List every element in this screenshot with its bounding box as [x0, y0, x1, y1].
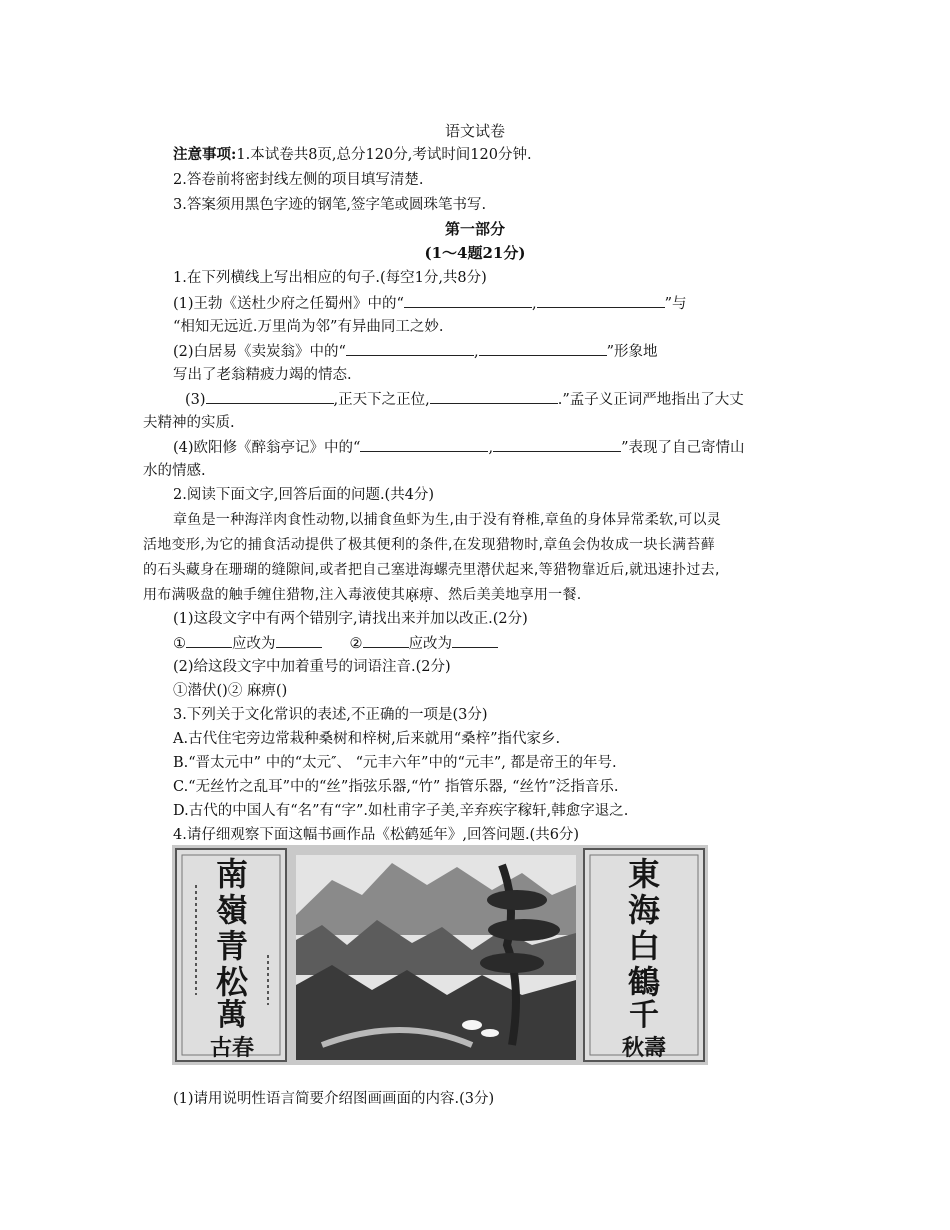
fix-1-label: 应改为 — [232, 636, 276, 652]
q1-s1-cont: “相知无远近.万里尚为邻”有异曲同工之妙. — [173, 319, 444, 335]
answer-blank[interactable] — [404, 293, 532, 308]
q1-s4 — [173, 437, 744, 458]
right-couplet-char: 海 — [627, 891, 661, 929]
q2-passage-line-3 — [143, 560, 720, 580]
q1-s3-sep: ,正天下之正位, — [333, 392, 430, 408]
q1-s3-text-a: (3) — [185, 392, 206, 408]
q2-passage-line-1: 章鱼是一种海洋肉食性动物,以捕食鱼虾为生,由于没有脊椎,章鱼的身体异常柔软,可以灵 — [173, 512, 722, 528]
notice-line-1 — [173, 145, 532, 165]
left-couplet-char: 松 — [215, 963, 249, 1001]
part-heading: 第一部分 — [444, 220, 505, 238]
q1-s2-cont: 写出了老翁精疲力竭的情态. — [173, 367, 352, 383]
q2-fix-line — [173, 633, 498, 654]
emphasized-char: 潜 — [476, 562, 491, 578]
q3-option-c: C.“无丝竹之乱耳”中的“丝”指弦乐器,“竹” 指管乐器, “丝竹”泛指音乐. — [173, 779, 619, 795]
q2-sub2: (2)给这段文字中加着重号的词语注音.(2分) — [173, 659, 451, 675]
passage-text: 、然后美美地享用一餐. — [433, 587, 582, 603]
painting-image — [172, 845, 708, 1065]
q2-passage-line-4 — [143, 585, 582, 605]
q1-s4-sep: , — [488, 440, 494, 456]
passage-text: 的石头藏身在珊瑚的缝隙间,或者把自己塞 — [143, 562, 406, 578]
emphasized-char: 痹 — [419, 587, 434, 603]
q1-s3-text-b: .”孟子义正词严地指出了大丈 — [557, 392, 744, 408]
q1-s4-text-a: (4)欧阳修《醉翁亭记》中的“ — [173, 440, 361, 456]
answer-blank[interactable] — [186, 633, 232, 648]
left-couplet-char: 青 — [215, 927, 249, 965]
q1-s2-sep: , — [473, 344, 479, 360]
answer-blank[interactable] — [479, 341, 607, 356]
q1-s1-sep: , — [531, 296, 537, 312]
notice-item-2: 2.答卷前将密封线左侧的项目填写清楚. — [173, 172, 424, 188]
q1-s4-cont: 水的情感. — [143, 463, 206, 479]
notice-label: 注意事项: — [173, 146, 237, 163]
answer-blank[interactable] — [346, 341, 474, 356]
q3-stem: 3.下列关于文化常识的表述,不正确的一项是(3分) — [173, 707, 488, 723]
answer-blank[interactable] — [537, 293, 665, 308]
q1-s1-text-a: (1)王勃《送杜少府之任蜀州》中的“ — [173, 296, 404, 312]
fix-2-marker: ② — [349, 636, 363, 652]
left-couplet-char: 嶺 — [215, 891, 249, 929]
passage-text: 用布满吸盘的触手缠住猎物,注入毒液使其 — [143, 587, 406, 603]
part-subheading: (1～4题21分) — [424, 244, 526, 262]
q1-s4-text-b: ”表现了自己寄情山 — [621, 440, 745, 456]
q2-stem: 2.阅读下面文字,回答后面的问题.(共4分) — [173, 487, 435, 503]
answer-blank[interactable] — [430, 389, 558, 404]
answer-blank[interactable] — [493, 437, 621, 452]
q1-s2 — [173, 341, 657, 362]
left-couplet-char: 古春 — [209, 1035, 255, 1061]
passage-text: 海螺壳里 — [419, 562, 477, 578]
fix-2-label: 应改为 — [408, 636, 452, 652]
emphasized-char: 进 — [405, 562, 420, 578]
answer-blank[interactable] — [360, 437, 488, 452]
q3-option-b: B.“晋太元中” 中的“太元″、 “元丰六年”中的“元丰”, 都是帝王的年号. — [173, 755, 617, 771]
answer-blank[interactable] — [276, 633, 322, 648]
q1-s2-text-a: (2)白居易《卖炭翁》中的“ — [173, 344, 346, 360]
q4-sub1: (1)请用说明性语言简要介绍图画画面的内容.(3分) — [173, 1091, 495, 1107]
fix-1-marker: ① — [173, 636, 186, 652]
q1-s1-text-b: ”与 — [664, 296, 687, 312]
left-couplet-char: 萬 — [217, 998, 247, 1033]
emphasized-char: 麻 — [405, 587, 420, 603]
answer-blank[interactable] — [363, 633, 409, 648]
right-couplet-char: 秋壽 — [621, 1035, 667, 1061]
answer-blank[interactable] — [206, 389, 334, 404]
q2-passage-line-2: 活地变形,为它的捕食活动提供了极其便利的条件,在发现猎物时,章鱼会伪妆成一块长满苔藓 — [143, 537, 715, 553]
q1-s1 — [173, 293, 686, 314]
q1-s2-text-b: ”形象地 — [606, 344, 658, 360]
page-title: 语文试卷 — [444, 122, 505, 140]
notice-item-3: 3.答案须用黑色字迹的钢笔,签字笔或圆珠笔书写. — [173, 197, 487, 213]
notice-item-1: 1.本试卷共8页,总分120分,考试时间120分钟. — [236, 147, 532, 163]
passage-text: 伏起来,等猎物靠近后,就迅速扑过去, — [490, 562, 720, 578]
q3-option-a: A.古代住宅旁边常栽种桑树和梓树,后来就用“桑梓”指代家乡. — [173, 731, 561, 747]
q2-sub1: (1)这段文字中有两个错别字,请找出来并加以改正.(2分) — [173, 611, 528, 627]
right-couplet-char: 千 — [629, 998, 659, 1033]
right-couplet-char: 鶴 — [627, 963, 661, 1001]
q1-stem: 1.在下列横线上写出相应的句子.(每空1分,共8分) — [173, 270, 487, 286]
q3-option-d: D.古代的中国人有“名”有“字”.如杜甫字子美,辛弃疾字稼轩,韩愈字退之. — [173, 803, 629, 819]
right-couplet-char: 白 — [627, 927, 661, 965]
answer-blank[interactable] — [452, 633, 498, 648]
left-couplet-char: 南 — [215, 855, 249, 893]
right-couplet-char: 東 — [627, 855, 661, 893]
q1-s3-cont: 夫精神的实质. — [143, 415, 235, 431]
q4-stem: 4.请仔细观察下面这幅书画作品《松鹤延年》,回答问题.(共6分) — [173, 827, 580, 843]
q1-s3 — [185, 389, 744, 410]
q2-pinyin-line: ①潜伏()② 麻痹() — [173, 683, 288, 699]
